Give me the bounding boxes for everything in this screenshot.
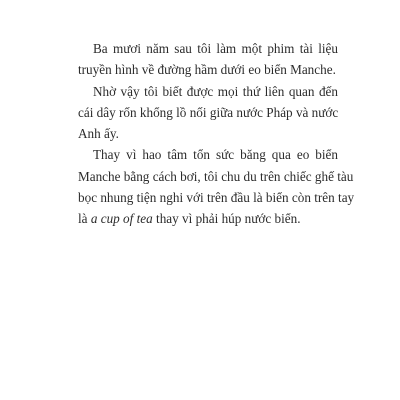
- text-line: Thay vì hao tâm tổn sức băng qua eo biển: [93, 147, 338, 163]
- paragraph-2: [78, 81, 338, 145]
- paragraph-3: [78, 144, 355, 229]
- text-line: Manche bằng cách bơi, tôi chu du trên chiếc ghế tàu: [78, 168, 354, 184]
- text-fragment: thay vì phải húp nước biển.: [152, 211, 301, 227]
- text-line: Nhờ vậy tôi biết được mọi thứ liên quan đến: [93, 83, 338, 99]
- text-fragment: là: [78, 211, 91, 227]
- text-line: Ba mươi năm sau tôi làm một phim tài liệu: [93, 41, 338, 56]
- body-text: [78, 38, 355, 230]
- italic-phrase: a cup of tea: [90, 211, 153, 227]
- text-line-with-italic: [78, 208, 338, 229]
- text-line: cái dây rốn khổng lồ nối giữa nước Pháp và nước: [78, 104, 339, 120]
- text-line: bọc nhung tiện nghi với trên đầu là biển còn trên tay: [78, 190, 355, 206]
- paragraph-1: [78, 38, 338, 81]
- text-line: Anh ấy.: [78, 126, 119, 142]
- text-line: truyền hình về đường hầm dưới eo biển Manche.: [78, 62, 336, 78]
